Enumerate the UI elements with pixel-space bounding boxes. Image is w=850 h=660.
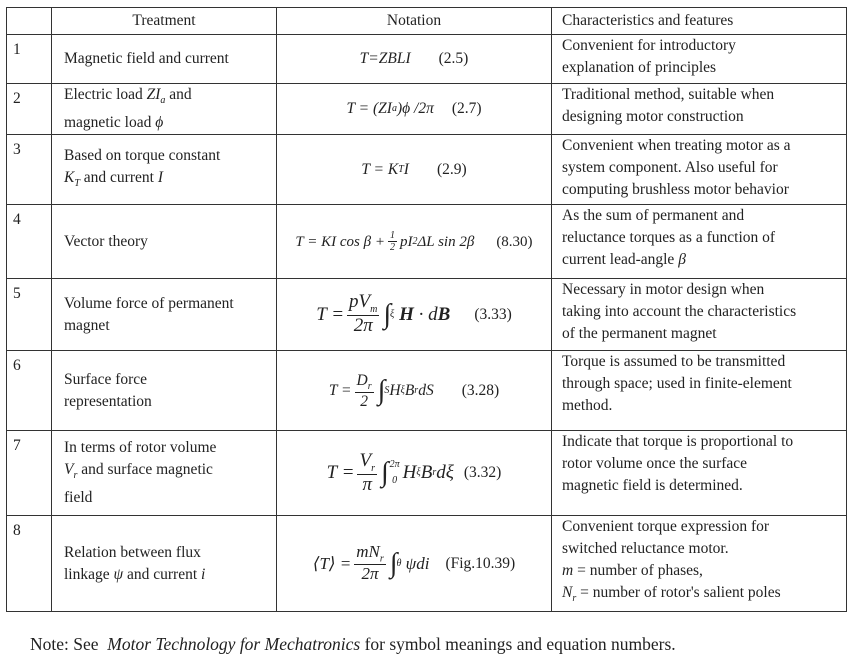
characteristics-line: Torque is assumed to be transmitted bbox=[562, 353, 786, 371]
treatment-text: and current bbox=[123, 565, 202, 583]
treatment-text: and current bbox=[83, 168, 158, 186]
treatment-text: Electric load bbox=[64, 86, 147, 103]
characteristics-line: Necessary in motor design when bbox=[562, 281, 765, 299]
treatment-cell: Magnetic field and current bbox=[52, 35, 277, 84]
table-row bbox=[7, 279, 847, 351]
header-notation: Notation bbox=[277, 8, 552, 35]
equation-ref: (2.5) bbox=[438, 50, 469, 67]
treatment-cell bbox=[52, 279, 277, 351]
equation: T = $\frac{pV_m}{2\pi}$ ∫ ξ H · d B (3.33) bbox=[316, 291, 512, 337]
characteristics-line: taking into account the characteristics bbox=[562, 303, 797, 321]
footnote bbox=[30, 634, 676, 655]
characteristics-cell bbox=[552, 351, 847, 431]
equation: T = (ZI a )ϕ /2π (2.7) bbox=[346, 98, 481, 120]
equation: T=ZBLI (2.5) bbox=[360, 48, 469, 70]
equation-ref: (2.7) bbox=[451, 100, 482, 118]
treatment-cell: Relation between flux linkage ψ and current i bbox=[52, 516, 277, 612]
characteristics-line: magnetic field is determined. bbox=[562, 477, 743, 495]
characteristics-line: of the permanent magnet bbox=[562, 325, 717, 343]
notation-cell bbox=[277, 431, 552, 516]
treatment-cell bbox=[52, 351, 277, 431]
treatment-text: magnet bbox=[64, 316, 110, 334]
treatment-text: and surface magnetic bbox=[77, 461, 213, 479]
characteristics-line: Indicate that torque is proportional to bbox=[562, 433, 794, 451]
equation-ref: (3.28) bbox=[461, 381, 500, 399]
row-number: 1 bbox=[7, 35, 52, 84]
equation-ref: (3.32) bbox=[463, 464, 502, 482]
table-row bbox=[7, 84, 847, 135]
treatment-cell: Vector theory bbox=[52, 205, 277, 279]
characteristics-line: current lead-angle β bbox=[562, 251, 686, 269]
characteristics-cell bbox=[552, 205, 847, 279]
equation-ref: (2.9) bbox=[436, 160, 467, 178]
footnote-prefix: Note: See bbox=[30, 634, 99, 654]
equation: ⟨T⟩ = $\frac{mN_r}{2\pi}$ ∫ θ ψdi (Fig.10.39) bbox=[312, 542, 516, 584]
characteristics-line: system component. Also useful for bbox=[562, 159, 778, 177]
equation-ref: (8.30) bbox=[496, 233, 533, 250]
notation-cell bbox=[277, 516, 552, 612]
row-number: 4 bbox=[7, 205, 52, 279]
table-row bbox=[7, 516, 847, 612]
treatment-text: magnetic load bbox=[64, 114, 156, 132]
row-number: 7 bbox=[7, 431, 52, 516]
characteristics-cell bbox=[552, 516, 847, 612]
row-number: 8 bbox=[7, 516, 52, 612]
treatment-cell: Based on torque constant $K_T$ and current I bbox=[52, 135, 277, 205]
characteristics-line: rotor volume once the surface bbox=[562, 455, 748, 473]
treatment-text: In terms of rotor volume bbox=[64, 439, 217, 457]
equation-ref: (Fig.10.39) bbox=[445, 554, 516, 572]
row-number: 3 bbox=[7, 135, 52, 205]
notation-cell bbox=[277, 84, 552, 135]
footnote-book-title: Motor Technology for Mechatronics bbox=[107, 634, 361, 654]
row-number: 2 bbox=[7, 84, 52, 135]
treatment-text: linkage bbox=[64, 565, 114, 583]
row-number: 6 bbox=[7, 351, 52, 431]
characteristics-line: $N_r$ = number of rotor's salient poles bbox=[562, 584, 781, 605]
characteristics-line: As the sum of permanent and bbox=[562, 207, 745, 225]
footnote-suffix: for symbol meanings and equation numbers. bbox=[364, 634, 676, 654]
treatment-cell: In terms of rotor volume $V_r$ and surface magnetic field bbox=[52, 431, 277, 516]
characteristics-cell bbox=[552, 35, 847, 84]
table-row bbox=[7, 205, 847, 279]
characteristics-line: designing motor construction bbox=[562, 108, 744, 125]
notation-cell bbox=[277, 279, 552, 351]
header-row bbox=[7, 8, 847, 35]
table-row bbox=[7, 35, 847, 84]
header-number bbox=[7, 8, 52, 35]
characteristics-cell bbox=[552, 279, 847, 351]
treatment-text: and bbox=[169, 86, 192, 103]
notation-cell bbox=[277, 135, 552, 205]
characteristics-line: Convenient when treating motor as a bbox=[562, 137, 791, 155]
notation-cell bbox=[277, 351, 552, 431]
table-row bbox=[7, 135, 847, 205]
characteristics-cell bbox=[552, 84, 847, 135]
treatment-text: representation bbox=[64, 392, 152, 410]
torque-expressions-table bbox=[6, 7, 847, 612]
characteristics-line: through space; used in finite-element bbox=[562, 375, 792, 393]
equation: T = KI cos β + $\frac{1}{2}$ pI 2 ΔL sin 2β (8.30) bbox=[295, 230, 533, 254]
header-characteristics: Characteristics and features bbox=[552, 8, 847, 35]
characteristics-cell bbox=[552, 431, 847, 516]
equation-ref: (3.33) bbox=[474, 305, 512, 323]
treatment-cell: Electric load $ZI_a$ and magnetic load ϕ bbox=[52, 84, 277, 135]
characteristics-line: computing brushless motor behavior bbox=[562, 181, 789, 199]
equation: T = $\frac{V_r}{\pi}$ ∫ 2π 0 H ξ B r dξ (3.32) bbox=[326, 449, 502, 495]
equation: T = K T I (2.9) bbox=[361, 159, 466, 181]
header-treatment: Treatment bbox=[52, 8, 277, 35]
treatment-text: Relation between flux bbox=[64, 543, 201, 561]
characteristics-line: explanation of principles bbox=[562, 59, 717, 76]
notation-cell bbox=[277, 35, 552, 84]
table-row bbox=[7, 431, 847, 516]
equation: T = $\frac{D_r}{2}$ ∫ S H ξ B r dS (3.28) bbox=[328, 371, 500, 410]
characteristics-line: Convenient torque expression for bbox=[562, 518, 770, 536]
characteristics-cell bbox=[552, 135, 847, 205]
characteristics-line: switched reluctance motor. bbox=[562, 540, 729, 558]
characteristics-line: reluctance torques as a function of bbox=[562, 229, 776, 247]
treatment-text: Volume force of permanent bbox=[64, 294, 234, 312]
row-number: 5 bbox=[7, 279, 52, 351]
treatment-text: field bbox=[64, 489, 93, 507]
characteristics-line: method. bbox=[562, 397, 613, 415]
treatment-text: Surface force bbox=[64, 370, 148, 388]
characteristics-line: Convenient for introductory bbox=[562, 37, 736, 54]
notation-cell bbox=[277, 205, 552, 279]
characteristics-line: m = number of phases, bbox=[562, 562, 703, 580]
characteristics-line: Traditional method, suitable when bbox=[562, 86, 775, 103]
treatment-text: Based on torque constant bbox=[64, 146, 221, 164]
table-row bbox=[7, 351, 847, 431]
